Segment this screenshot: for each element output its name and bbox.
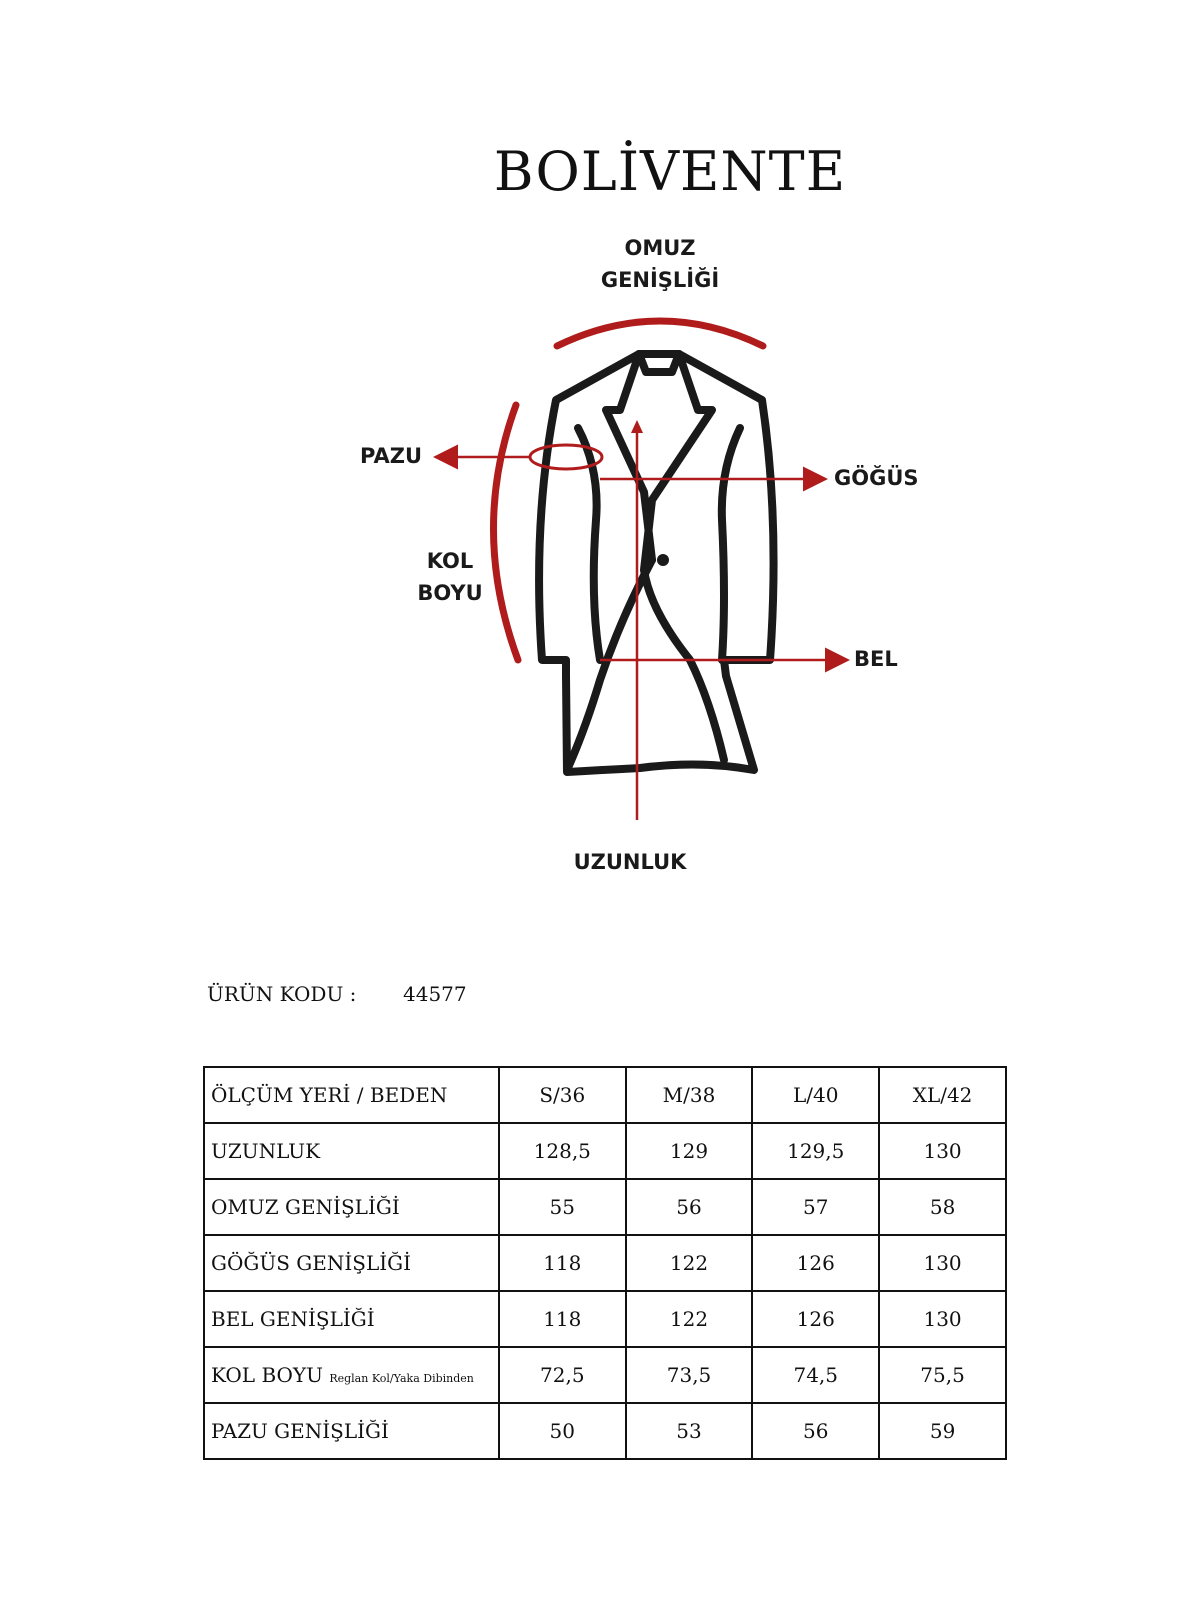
table-cell: 72,5: [499, 1347, 626, 1403]
table-cell: 57: [752, 1179, 879, 1235]
length-label: UZUNLUK: [573, 850, 687, 874]
row-label: PAZU GENİŞLİĞİ: [204, 1403, 499, 1459]
sleeve-label-line1: KOL: [426, 549, 474, 573]
header-cell: XL/42: [879, 1067, 1006, 1123]
header-cell: L/40: [752, 1067, 879, 1123]
table-cell: 118: [499, 1291, 626, 1347]
table-cell: 118: [499, 1235, 626, 1291]
table-cell: 129,5: [752, 1123, 879, 1179]
table-cell: 53: [626, 1403, 753, 1459]
product-code: [207, 982, 467, 1006]
table-cell: 129: [626, 1123, 753, 1179]
table-cell: 130: [879, 1123, 1006, 1179]
coat-button: [657, 554, 669, 566]
sleeve-length-arc: [493, 405, 518, 660]
row-label: BEL GENİŞLİĞİ: [204, 1291, 499, 1347]
table-cell: 122: [626, 1235, 753, 1291]
table-cell: 130: [879, 1291, 1006, 1347]
table-row: [204, 1291, 1006, 1347]
table-row: [204, 1235, 1006, 1291]
table-cell: 50: [499, 1403, 626, 1459]
coat-outline: [539, 354, 774, 772]
size-chart-table: [203, 1066, 1007, 1460]
header-cell: S/36: [499, 1067, 626, 1123]
waist-label: BEL: [854, 647, 898, 671]
row-label-note: Reglan Kol/Yaka Dibinden: [329, 1372, 474, 1385]
shoulder-arc: [557, 321, 763, 346]
product-code-label: ÜRÜN KODU :: [207, 982, 357, 1006]
header-cell: ÖLÇÜM YERİ / BEDEN: [204, 1067, 499, 1123]
table-row: [204, 1347, 1006, 1403]
bicep-label: PAZU: [360, 444, 422, 468]
table-cell: 130: [879, 1235, 1006, 1291]
table-cell: 126: [752, 1235, 879, 1291]
table-cell: 55: [499, 1179, 626, 1235]
table-header-row: [204, 1067, 1006, 1123]
table-cell: 122: [626, 1291, 753, 1347]
row-label: GÖĞÜS GENİŞLİĞİ: [204, 1235, 499, 1291]
table-row: [204, 1123, 1006, 1179]
table-cell: 56: [626, 1179, 753, 1235]
table-cell: 75,5: [879, 1347, 1006, 1403]
length-arrow-head: [631, 420, 643, 433]
sleeve-label-line2: BOYU: [417, 581, 483, 605]
shoulder-width-label: [570, 232, 750, 296]
row-label-text: KOL BOYU: [211, 1363, 323, 1387]
table-row: [204, 1179, 1006, 1235]
table-cell: 73,5: [626, 1347, 753, 1403]
table-cell: 74,5: [752, 1347, 879, 1403]
shoulder-label-line1: OMUZ: [624, 236, 696, 260]
table-cell: 56: [752, 1403, 879, 1459]
shoulder-label-line2: GENİŞLİĞİ: [600, 268, 720, 292]
sleeve-length-label: [400, 545, 500, 609]
row-label: OMUZ GENİŞLİĞİ: [204, 1179, 499, 1235]
brand-logo: BOLİVENTE: [493, 140, 847, 203]
table-cell: 58: [879, 1179, 1006, 1235]
header-cell: M/38: [626, 1067, 753, 1123]
table-cell: 126: [752, 1291, 879, 1347]
product-code-value: 44577: [403, 982, 467, 1006]
table-cell: 128,5: [499, 1123, 626, 1179]
table-cell: 59: [879, 1403, 1006, 1459]
table-row: [204, 1403, 1006, 1459]
chest-label: GÖĞÜS: [834, 466, 919, 490]
row-label: UZUNLUK: [204, 1123, 499, 1179]
row-label: [204, 1347, 499, 1403]
